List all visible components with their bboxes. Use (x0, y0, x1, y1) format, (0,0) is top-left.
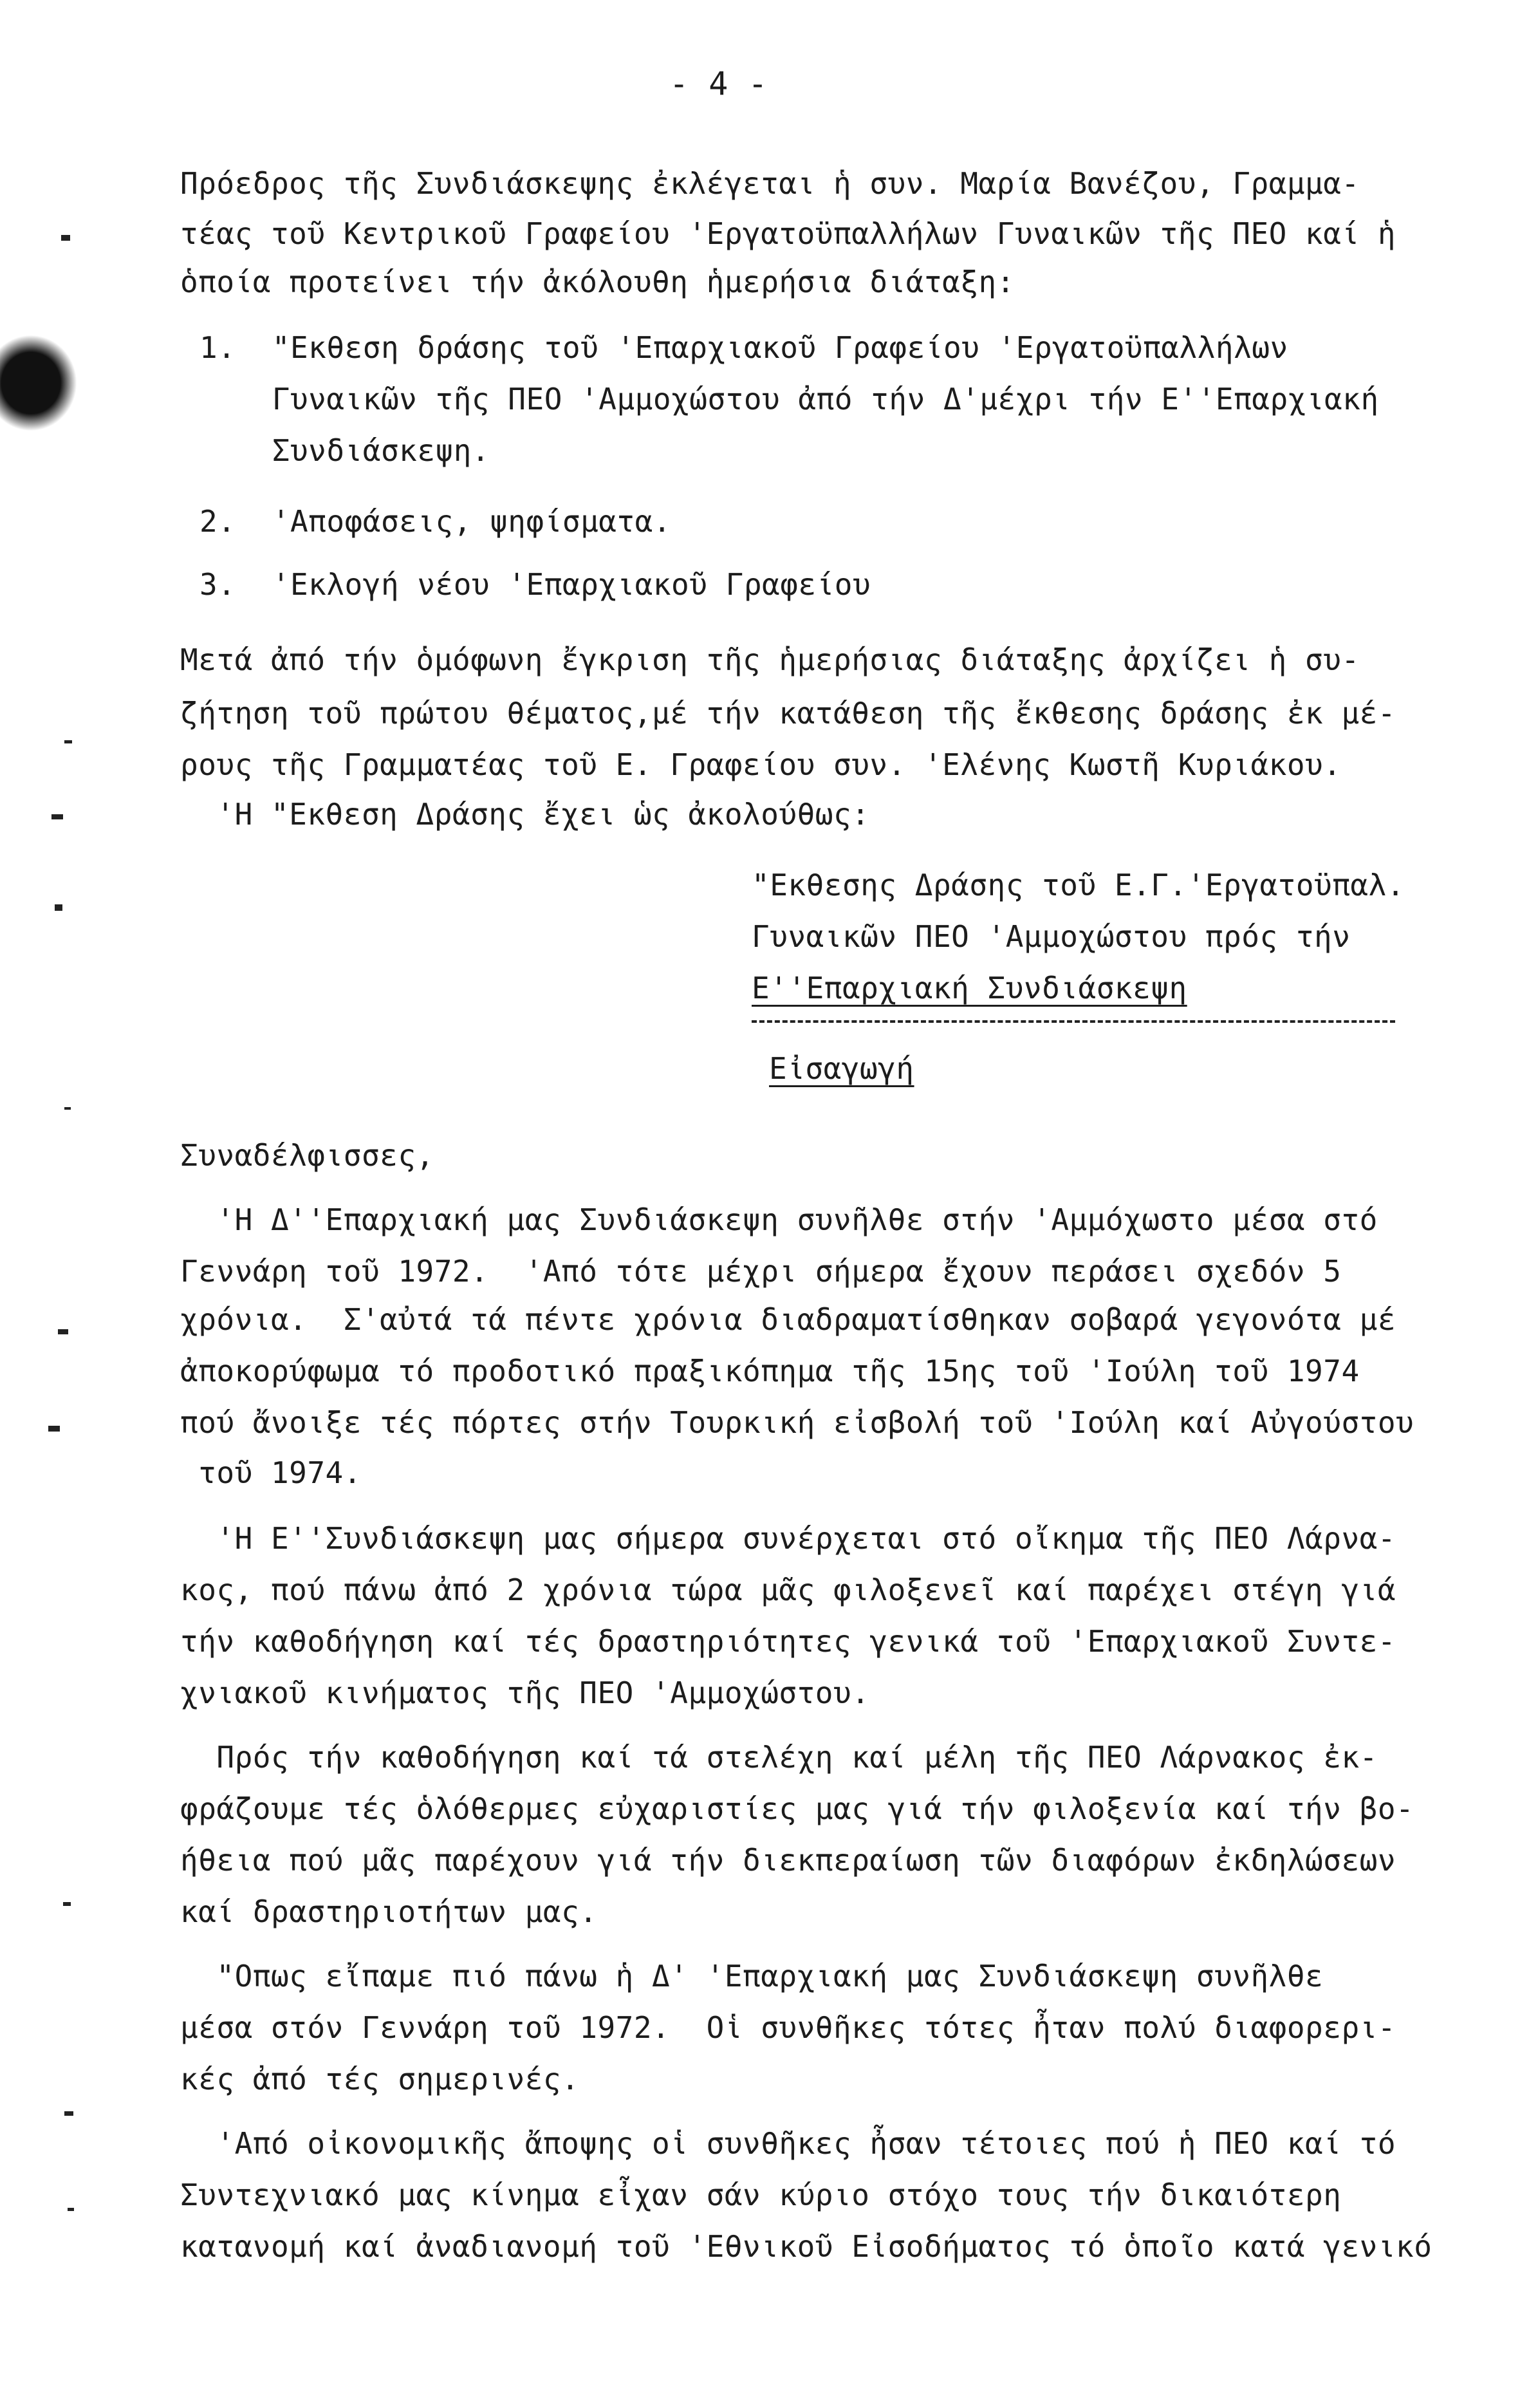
text-line-9: Μετά ἀπό τήν ὁμόφωνη ἔγκριση τῆς ἡμερήσιας διάταξης ἀρχίζει ἡ συ- (180, 642, 1360, 677)
text-line-24: 'Η Ε''Συνδιάσκεψη μας σήμερα συνέρχεται στό οἴκημα τῆς ΠΕΟ Λάρνα- (180, 1521, 1396, 1556)
margin-mark (64, 740, 72, 743)
salutation: Συναδέλφισσες, (180, 1138, 434, 1173)
scan-blot (0, 335, 77, 431)
text-line-1: Πρόεδρος τῆς Συνδιάσκεψης ἐκλέγεται ἡ συν. Μαρία Βανέζου, Γραμμα- (180, 166, 1360, 201)
text-line-10: ζήτηση τοῦ πρώτου θέματος,μέ τήν κατάθεση τῆς ἔκθεσης δράσης ἐκ μέ- (180, 696, 1396, 731)
text-line-33: μέσα στόν Γεννάρη τοῦ 1972. Οἱ συνθῆκες τότες ἦταν πολύ διαφορερι- (180, 2010, 1396, 2045)
text-line-27: χνιακοῦ κινήματος τῆς ΠΕΟ 'Αμμοχώστου. (180, 1675, 870, 1710)
text-line-11: ρους τῆς Γραμματέας τοῦ Ε. Γραφείου συν. 'Ελένης Κωστῆ Κυριάκου. (180, 747, 1342, 782)
margin-mark (61, 235, 70, 241)
margin-mark (64, 1107, 71, 1110)
title-underline-rule (752, 1020, 1395, 1023)
page-number: - 4 - (669, 65, 768, 102)
text-line-26: τήν καθοδήγηση καί τές δραστηριότητες γενικά τοῦ 'Επαρχιακοῦ Συντε- (180, 1624, 1396, 1659)
text-line-3: ὁποία προτείνει τήν ἀκόλουθη ἡμερήσια διάταξη: (180, 265, 1015, 299)
text-line-22: πού ἄνοιξε τές πόρτες στήν Τουρκική εἰσβολή τοῦ 'Ιούλη καί Αὐγούστου (180, 1405, 1414, 1440)
text-line-32: "Οπως εἴπαμε πιό πάνω ἡ Δ' 'Επαρχιακή μας Συνδιάσκεψη συνῆλθε (180, 1959, 1324, 1993)
text-line-31: καί δραστηριοτήτων μας. (180, 1894, 598, 1929)
section-heading-introduction: Εἰσαγωγή (769, 1051, 914, 1086)
text-line-19: Γεννάρη τοῦ 1972. 'Από τότε μέχρι σήμερα ἔχουν περάσει σχεδόν 5 (180, 1254, 1342, 1289)
margin-mark (68, 2208, 74, 2211)
text-line-18: 'Η Δ''Επαρχιακή μας Συνδιάσκεψη συνῆλθε στήν 'Αμμόχωστο μέσα στό (180, 1202, 1378, 1237)
report-title-line-1: "Εκθεσης Δράσης τοῦ Ε.Γ.'Εργατοϋπαλ. (752, 868, 1405, 902)
text-line-29: φράζουμε τές ὁλόθερμες εὐχαριστίες μας γιά τήν φιλοξενία καί τήν βο- (180, 1791, 1414, 1826)
agenda-item-2: 2. 'Αποφάσεις, ψηφίσματα. (199, 504, 672, 539)
text-line-21: ἀποκορύφωμα τό προδοτικό πραξικόπημα τῆς 15ης τοῦ 'Ιούλη τοῦ 1974 (180, 1354, 1360, 1388)
text-line-37: κατανομή καί ἀναδιανομή τοῦ 'Εθνικοῦ Εἰσοδήματος τό ὁποῖο κατά γενικό (180, 2229, 1432, 2264)
report-title-line-2: Γυναικῶν ΠΕΟ 'Αμμοχώστου πρός τήν (752, 919, 1351, 954)
agenda-item-1-line-2: Γυναικῶν τῆς ΠΕΟ 'Αμμοχώστου ἀπό τήν Δ'μέχρι τήν Ε''Επαρχιακή (199, 382, 1379, 416)
text-line-30: ήθεια πού μᾶς παρέχουν γιά τήν διεκπεραίωση τῶν διαφόρων ἐκδηλώσεων (180, 1843, 1396, 1878)
margin-mark (58, 1329, 68, 1334)
agenda-item-1-line-3: Συνδιάσκεψη. (199, 433, 490, 468)
report-title-line-3: Ε''Επαρχιακή Συνδιάσκεψη (752, 971, 1187, 1005)
margin-mark (55, 904, 62, 911)
margin-mark (48, 1426, 60, 1432)
text-line-23: τοῦ 1974. (180, 1455, 362, 1490)
margin-mark (64, 2111, 73, 2116)
text-line-20: χρόνια. Σ'αὐτά τά πέντε χρόνια διαδραματίσθηκαν σοβαρά γεγονότα μέ (180, 1302, 1396, 1337)
text-line-25: κος, πού πάνω ἀπό 2 χρόνια τώρα μᾶς φιλοξενεῖ καί παρέχει στέγη γιά (180, 1573, 1396, 1607)
agenda-item-1-line-1: 1. "Εκθεση δράσης τοῦ 'Επαρχιακοῦ Γραφείου 'Εργατοϋπαλλήλων (199, 330, 1288, 365)
agenda-item-3: 3. 'Εκλογή νέου 'Επαρχιακοῦ Γραφείου (199, 567, 871, 602)
margin-mark (51, 814, 63, 819)
text-line-2: τέας τοῦ Κεντρικοῦ Γραφείου 'Εργατοϋπαλλήλων Γυναικῶν τῆς ΠΕΟ καί ἡ (180, 216, 1396, 251)
margin-mark (63, 1902, 71, 1906)
text-line-34: κές ἀπό τές σημερινές. (180, 2062, 580, 2096)
text-line-35: 'Από οἰκονομικῆς ἄποψης οἱ συνθῆκες ἦσαν τέτοιες πού ἡ ΠΕΟ καί τό (180, 2126, 1396, 2161)
text-line-12: 'Η "Εκθεση Δράσης ἔχει ὡς ἀκολούθως: (180, 797, 870, 832)
text-line-28: Πρός τήν καθοδήγηση καί τά στελέχη καί μέλη τῆς ΠΕΟ Λάρνακος ἐκ- (180, 1740, 1378, 1775)
text-line-36: Συντεχνιακό μας κίνημα εἶχαν σάν κύριο στόχο τους τήν δικαιότερη (180, 2178, 1342, 2212)
